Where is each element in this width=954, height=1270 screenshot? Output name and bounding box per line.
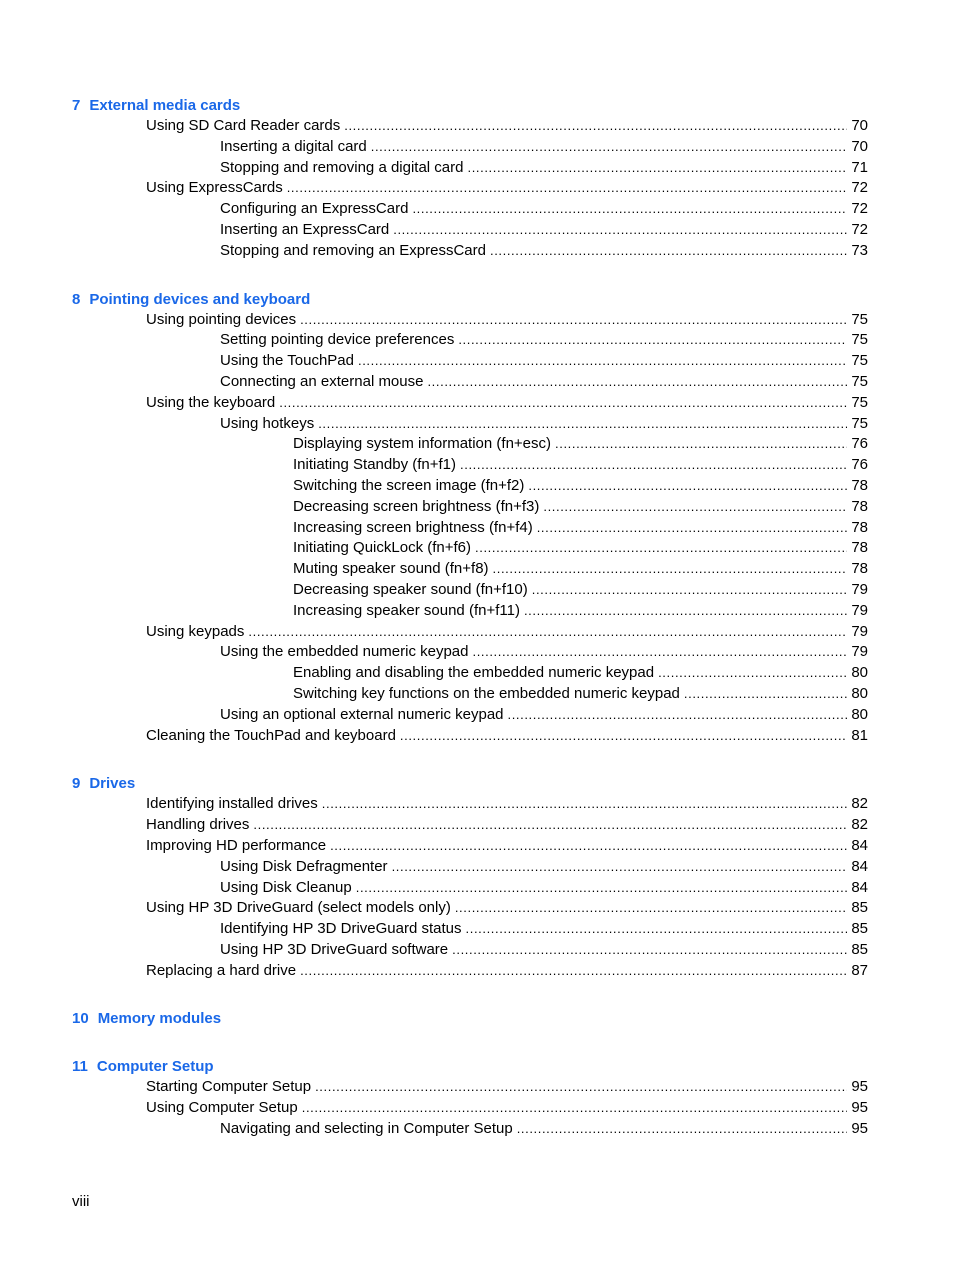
toc-entry-page: 72 bbox=[851, 220, 868, 238]
toc-entry[interactable] bbox=[72, 220, 868, 241]
toc-entry-page: 71 bbox=[851, 158, 868, 176]
toc-entry-title: Switching key functions on the embedded numeric keypad bbox=[293, 684, 680, 702]
toc-entry-title: Inserting a digital card bbox=[220, 137, 367, 155]
toc-entry[interactable] bbox=[72, 878, 868, 899]
toc-entry-page: 70 bbox=[851, 137, 868, 155]
toc-entry-page: 79 bbox=[851, 580, 868, 598]
toc-entry-title: Configuring an ExpressCard bbox=[220, 200, 409, 218]
dot-leader bbox=[356, 878, 848, 899]
toc-entry[interactable] bbox=[72, 705, 868, 726]
dot-leader bbox=[392, 857, 848, 878]
toc-entry[interactable] bbox=[72, 857, 868, 878]
toc-entry[interactable] bbox=[72, 940, 868, 961]
toc-entry-title: Decreasing speaker sound (fn+f10) bbox=[293, 580, 528, 598]
toc-entry-page: 75 bbox=[851, 372, 868, 390]
dot-leader bbox=[508, 705, 848, 726]
toc-chapter-section bbox=[72, 1009, 868, 1029]
dot-leader bbox=[490, 241, 847, 262]
toc-entry-title: Using the keyboard bbox=[146, 393, 276, 411]
toc-entry-page: 87 bbox=[851, 961, 868, 979]
dot-leader bbox=[658, 663, 847, 684]
toc-entry[interactable] bbox=[72, 116, 868, 137]
toc-entry-title: Cleaning the TouchPad and keyboard bbox=[146, 726, 396, 744]
toc-entry-page: 79 bbox=[851, 601, 868, 619]
toc-entry-title: Using an optional external numeric keypad bbox=[220, 705, 504, 723]
toc-entry[interactable] bbox=[72, 663, 868, 684]
toc-entry[interactable] bbox=[72, 580, 868, 601]
toc-entry[interactable] bbox=[72, 476, 868, 497]
toc-entry-title: Using ExpressCards bbox=[146, 179, 283, 197]
toc-entry-title: Using the embedded numeric keypad bbox=[220, 643, 469, 661]
dot-leader bbox=[287, 178, 848, 199]
toc-entry[interactable] bbox=[72, 158, 868, 179]
toc-entry[interactable] bbox=[72, 199, 868, 220]
toc-chapter-section bbox=[72, 774, 868, 981]
toc-entry-title: Setting pointing device preferences bbox=[220, 331, 455, 349]
toc-entry-page: 75 bbox=[851, 331, 868, 349]
toc-entry[interactable] bbox=[72, 815, 868, 836]
toc-entry[interactable] bbox=[72, 961, 868, 982]
toc-entry-title: Increasing speaker sound (fn+f11) bbox=[293, 601, 520, 619]
toc-entry[interactable] bbox=[72, 622, 868, 643]
dot-leader bbox=[300, 961, 847, 982]
toc-entry-page: 78 bbox=[851, 539, 868, 557]
toc-entry[interactable] bbox=[72, 1098, 868, 1119]
toc-entry[interactable] bbox=[72, 414, 868, 435]
chapter-number: 8 bbox=[72, 290, 81, 308]
toc-entry-page: 84 bbox=[851, 857, 868, 875]
toc-entry-title: Switching the screen image (fn+f2) bbox=[293, 476, 525, 494]
toc-entry-title: Using the TouchPad bbox=[220, 352, 354, 370]
toc-chapter-section bbox=[72, 96, 868, 262]
dot-leader bbox=[532, 580, 848, 601]
dot-leader bbox=[524, 601, 847, 622]
dot-leader bbox=[400, 726, 847, 747]
dot-leader bbox=[393, 220, 847, 241]
chapter-heading[interactable] bbox=[72, 1057, 868, 1077]
toc-entry-page: 75 bbox=[851, 393, 868, 411]
toc-entry[interactable] bbox=[72, 310, 868, 331]
dot-leader bbox=[371, 137, 848, 158]
toc-entry-title: Navigating and selecting in Computer Setup bbox=[220, 1120, 513, 1138]
dot-leader bbox=[455, 898, 847, 919]
toc-entry-title: Using Disk Defragmenter bbox=[220, 857, 388, 875]
toc-entry-page: 73 bbox=[851, 241, 868, 259]
toc-entry-page: 78 bbox=[851, 518, 868, 536]
toc-entry[interactable] bbox=[72, 455, 868, 476]
toc-entry-page: 72 bbox=[851, 200, 868, 218]
dot-leader bbox=[279, 393, 847, 414]
toc-entry-page: 76 bbox=[851, 435, 868, 453]
toc-entry-page: 78 bbox=[851, 497, 868, 515]
toc-entry[interactable] bbox=[72, 1077, 868, 1098]
chapter-title: Pointing devices and keyboard bbox=[89, 290, 311, 308]
dot-leader bbox=[493, 559, 848, 580]
dot-leader bbox=[315, 1077, 847, 1098]
toc-entry-page: 72 bbox=[851, 179, 868, 197]
dot-leader bbox=[475, 538, 847, 559]
dot-leader bbox=[468, 158, 848, 179]
page-number: viii bbox=[72, 1193, 90, 1210]
chapter-heading[interactable] bbox=[72, 774, 868, 794]
toc-entry-page: 82 bbox=[851, 795, 868, 813]
dot-leader bbox=[543, 497, 847, 518]
toc-entry[interactable] bbox=[72, 241, 868, 262]
toc-entry-page: 78 bbox=[851, 560, 868, 578]
toc-entry-page: 84 bbox=[851, 836, 868, 854]
toc-entry[interactable] bbox=[72, 642, 868, 663]
toc-entry-page: 80 bbox=[851, 684, 868, 702]
dot-leader bbox=[248, 622, 847, 643]
toc-entry-title: Handling drives bbox=[146, 816, 250, 834]
dot-leader bbox=[460, 455, 847, 476]
toc-entry[interactable] bbox=[72, 684, 868, 705]
dot-leader bbox=[528, 476, 847, 497]
toc-entry-page: 79 bbox=[851, 622, 868, 640]
toc-entry-title: Muting speaker sound (fn+f8) bbox=[293, 560, 489, 578]
toc-entry-title: Starting Computer Setup bbox=[146, 1078, 312, 1096]
toc-entry-title: Enabling and disabling the embedded numeric keypad bbox=[293, 664, 655, 682]
toc-entry[interactable] bbox=[72, 1119, 868, 1140]
toc-entry-title: Using keypads bbox=[146, 622, 245, 640]
toc-entry-page: 80 bbox=[851, 664, 868, 682]
toc-entry[interactable] bbox=[72, 372, 868, 393]
toc-entry-title: Using hotkeys bbox=[220, 414, 315, 432]
toc-entry-title: Identifying HP 3D DriveGuard status bbox=[220, 920, 462, 938]
dot-leader bbox=[412, 199, 847, 220]
toc-entry[interactable] bbox=[72, 898, 868, 919]
toc-entry-title: Stopping and removing an ExpressCard bbox=[220, 241, 486, 259]
toc-entry-page: 78 bbox=[851, 476, 868, 494]
toc-entry-title: Connecting an external mouse bbox=[220, 372, 424, 390]
toc-entry-page: 79 bbox=[851, 643, 868, 661]
dot-leader bbox=[318, 414, 847, 435]
toc-entry[interactable] bbox=[72, 559, 868, 580]
toc-entry-page: 76 bbox=[851, 456, 868, 474]
toc-chapter-section bbox=[72, 290, 868, 747]
toc-entry[interactable] bbox=[72, 497, 868, 518]
dot-leader bbox=[427, 372, 847, 393]
toc-entry-page: 75 bbox=[851, 414, 868, 432]
toc-entry-title: Using pointing devices bbox=[146, 310, 297, 328]
toc-entry[interactable] bbox=[72, 330, 868, 351]
toc-entry-title: Using Disk Cleanup bbox=[220, 878, 352, 896]
toc-entry[interactable] bbox=[72, 726, 868, 747]
toc-entry[interactable] bbox=[72, 601, 868, 622]
toc-entry-title: Initiating QuickLock (fn+f6) bbox=[293, 539, 472, 557]
toc-chapter-section bbox=[72, 1057, 868, 1139]
toc-entry-title: Improving HD performance bbox=[146, 836, 327, 854]
table-of-contents bbox=[72, 96, 868, 1168]
toc-entry-title: Using Computer Setup bbox=[146, 1099, 298, 1117]
chapter-title: Computer Setup bbox=[96, 1058, 214, 1076]
chapter-heading[interactable] bbox=[72, 290, 868, 310]
toc-entry-page: 95 bbox=[851, 1099, 868, 1117]
toc-entry[interactable] bbox=[72, 434, 868, 455]
chapter-title: External media cards bbox=[89, 97, 241, 114]
toc-entry[interactable] bbox=[72, 393, 868, 414]
toc-entry-title: Using HP 3D DriveGuard software bbox=[220, 940, 449, 958]
chapter-title: Drives bbox=[89, 775, 136, 793]
toc-entry-page: 75 bbox=[851, 310, 868, 328]
dot-leader bbox=[466, 919, 848, 940]
dot-leader bbox=[472, 642, 847, 663]
toc-entry[interactable] bbox=[72, 919, 868, 940]
chapter-heading[interactable] bbox=[72, 1009, 868, 1029]
dot-leader bbox=[684, 684, 847, 705]
toc-entry[interactable] bbox=[72, 836, 868, 857]
toc-entry[interactable] bbox=[72, 794, 868, 815]
toc-entry-title: Using SD Card Reader cards bbox=[146, 117, 341, 134]
dot-leader bbox=[517, 1119, 848, 1140]
toc-entry[interactable] bbox=[72, 137, 868, 158]
toc-entry-page: 84 bbox=[851, 878, 868, 896]
toc-entry-title: Inserting an ExpressCard bbox=[220, 220, 390, 238]
dot-leader bbox=[322, 794, 848, 815]
chapter-number: 9 bbox=[72, 775, 81, 793]
chapter-heading[interactable] bbox=[72, 96, 868, 116]
toc-entry-title: Decreasing screen brightness (fn+f3) bbox=[293, 497, 540, 515]
toc-entry-page: 85 bbox=[851, 899, 868, 917]
toc-entry-title: Identifying installed drives bbox=[146, 795, 318, 813]
toc-entry-page: 75 bbox=[851, 352, 868, 370]
toc-entry-title: Using HP 3D DriveGuard (select models only) bbox=[146, 899, 451, 917]
toc-entry[interactable] bbox=[72, 351, 868, 372]
toc-entry-page: 95 bbox=[851, 1078, 868, 1096]
toc-entry-title: Replacing a hard drive bbox=[146, 961, 297, 979]
dot-leader bbox=[344, 116, 847, 137]
toc-entry-page: 85 bbox=[851, 920, 868, 938]
chapter-title: Memory modules bbox=[97, 1010, 222, 1028]
dot-leader bbox=[302, 1098, 848, 1119]
dot-leader bbox=[537, 518, 848, 539]
dot-leader bbox=[458, 330, 847, 351]
toc-entry-page: 81 bbox=[851, 726, 868, 744]
toc-entry-title: Increasing screen brightness (fn+f4) bbox=[293, 518, 533, 536]
toc-entry-page: 80 bbox=[851, 705, 868, 723]
dot-leader bbox=[358, 351, 847, 372]
toc-entry-page: 85 bbox=[851, 940, 868, 958]
toc-entry-page: 82 bbox=[851, 816, 868, 834]
toc-entry[interactable] bbox=[72, 178, 868, 199]
dot-leader bbox=[452, 940, 847, 961]
dot-leader bbox=[555, 434, 847, 455]
toc-entry-page: 70 bbox=[851, 117, 868, 134]
toc-entry-title: Displaying system information (fn+esc) bbox=[293, 435, 552, 453]
chapter-number: 10 bbox=[72, 1010, 89, 1028]
toc-entry[interactable] bbox=[72, 518, 868, 539]
dot-leader bbox=[253, 815, 847, 836]
toc-entry-page: 95 bbox=[851, 1120, 868, 1138]
chapter-number: 7 bbox=[72, 97, 81, 114]
toc-entry-title: Initiating Standby (fn+f1) bbox=[293, 456, 457, 474]
toc-entry[interactable] bbox=[72, 538, 868, 559]
dot-leader bbox=[330, 836, 847, 857]
dot-leader bbox=[300, 310, 847, 331]
toc-entry-title: Stopping and removing a digital card bbox=[220, 158, 464, 176]
chapter-number: 11 bbox=[72, 1058, 88, 1076]
